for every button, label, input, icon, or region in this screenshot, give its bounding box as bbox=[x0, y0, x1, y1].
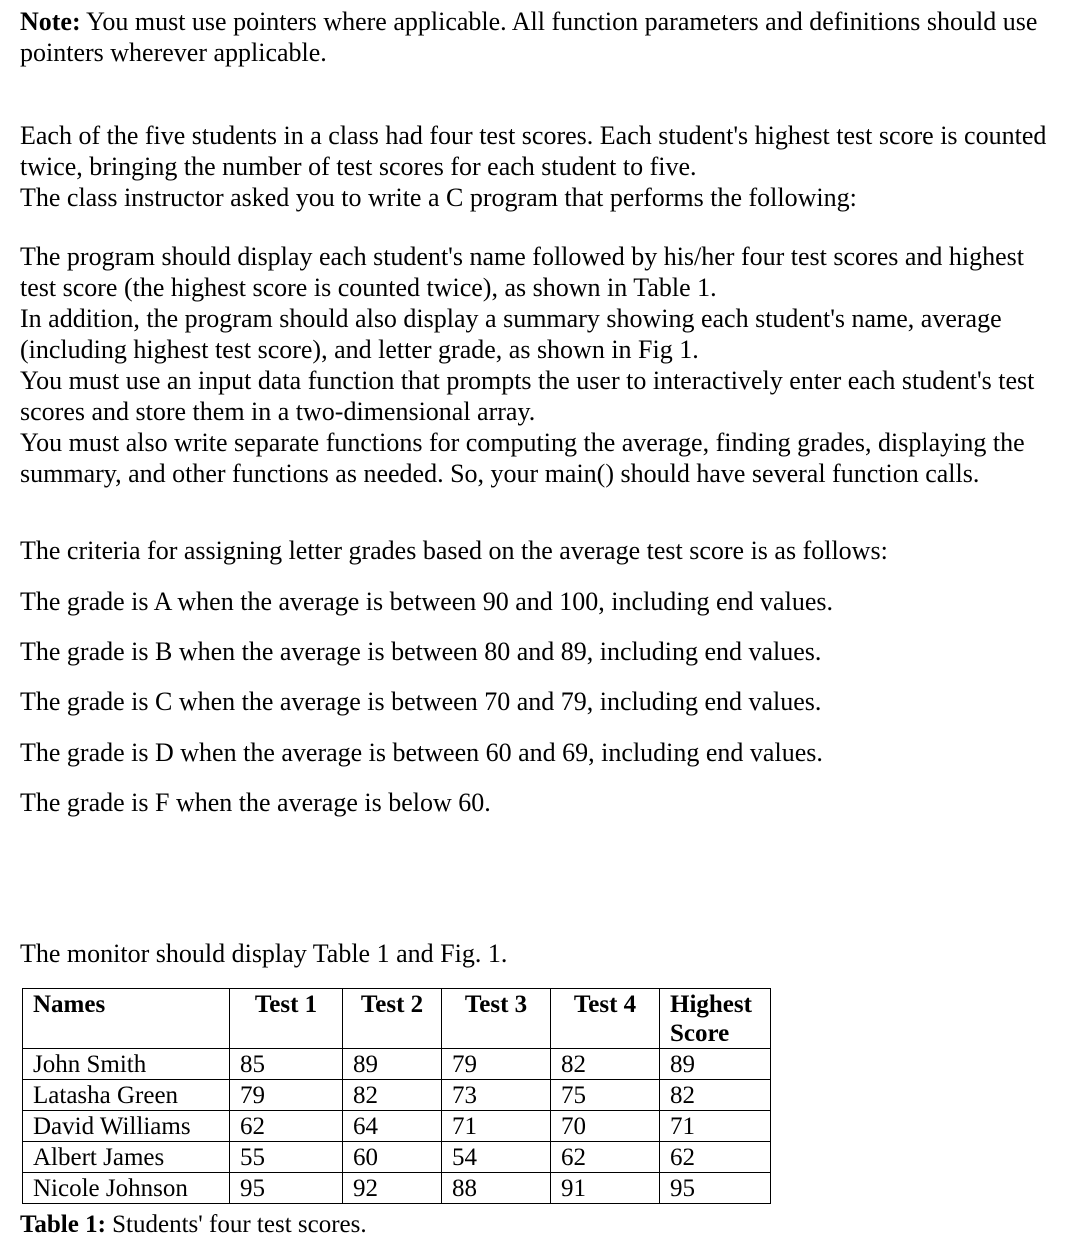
score-cell: 79 bbox=[442, 1049, 551, 1080]
criteria-grade-b: The grade is B when the average is between 80 and 89, including end values. bbox=[20, 637, 822, 666]
header-test-3: Test 3 bbox=[442, 989, 551, 1049]
scores-table bbox=[22, 988, 771, 1204]
score-cell: 60 bbox=[343, 1142, 442, 1173]
criteria-grade-d: The grade is D when the average is between 60 and 69, including end values. bbox=[20, 738, 823, 767]
table-caption bbox=[20, 1209, 367, 1240]
score-cell: 75 bbox=[551, 1080, 660, 1111]
criteria-grade-a: The grade is A when the average is between 90 and 100, including end values. bbox=[20, 587, 833, 616]
criteria-heading: The criteria for assigning letter grades based on the average test score is as follows: bbox=[20, 536, 888, 565]
score-cell: 71 bbox=[442, 1111, 551, 1142]
score-cell: 95 bbox=[660, 1173, 771, 1204]
table-header-row bbox=[23, 989, 771, 1049]
score-cell: 82 bbox=[551, 1049, 660, 1080]
score-cell: 82 bbox=[660, 1080, 771, 1111]
criteria-grade-c: The grade is C when the average is between 70 and 79, including end values. bbox=[20, 687, 822, 716]
score-cell: 54 bbox=[442, 1142, 551, 1173]
score-cell: 62 bbox=[660, 1142, 771, 1173]
student-name: Albert James bbox=[23, 1142, 230, 1173]
score-cell: 91 bbox=[551, 1173, 660, 1204]
header-test-2: Test 2 bbox=[343, 989, 442, 1049]
requirement-1: The program should display each student's name followed by his/her four test scores and highest test score (the highest score is counted twice), as shown in Table 1. bbox=[20, 242, 1025, 302]
score-cell: 82 bbox=[343, 1080, 442, 1111]
table-row bbox=[23, 1049, 771, 1080]
score-cell: 88 bbox=[442, 1173, 551, 1204]
table-row bbox=[23, 1080, 771, 1111]
intro-line-2: The class instructor asked you to write a C program that performs the following: bbox=[20, 183, 857, 212]
note-label: Note: bbox=[20, 7, 81, 36]
score-cell: 92 bbox=[343, 1173, 442, 1204]
score-cell: 64 bbox=[343, 1111, 442, 1142]
student-name: David Williams bbox=[23, 1111, 230, 1142]
header-highest-score: Highest Score bbox=[660, 989, 771, 1049]
requirements-paragraph bbox=[20, 241, 1065, 489]
header-test-1: Test 1 bbox=[230, 989, 343, 1049]
header-names: Names bbox=[23, 989, 230, 1049]
student-name: Latasha Green bbox=[23, 1080, 230, 1111]
student-name: John Smith bbox=[23, 1049, 230, 1080]
score-cell: 95 bbox=[230, 1173, 343, 1204]
table-row bbox=[23, 1142, 771, 1173]
intro-line-1: Each of the five students in a class had four test scores. Each student's highest test score is counted twice, bringing the number of test scores for each student to five. bbox=[20, 121, 1047, 181]
score-cell: 85 bbox=[230, 1049, 343, 1080]
requirement-4: You must also write separate functions for computing the average, finding grades, displaying the summary, and other functions as needed. So, your main() should have several function calls. bbox=[20, 428, 1025, 488]
requirement-2: In addition, the program should also display a summary showing each student's name, average (including highest test score), and letter grade, as shown in Fig 1. bbox=[20, 304, 1002, 364]
score-cell: 89 bbox=[343, 1049, 442, 1080]
table-row bbox=[23, 1111, 771, 1142]
student-name: Nicole Johnson bbox=[23, 1173, 230, 1204]
score-cell: 79 bbox=[230, 1080, 343, 1111]
note-text: You must use pointers where applicable. All function parameters and definitions should use pointers wherever applicable. bbox=[20, 7, 1038, 67]
score-cell: 62 bbox=[230, 1111, 343, 1142]
note-paragraph bbox=[20, 6, 1065, 68]
intro-paragraph bbox=[20, 120, 1065, 213]
criteria-grade-f: The grade is F when the average is below 60. bbox=[20, 788, 491, 817]
score-cell: 73 bbox=[442, 1080, 551, 1111]
score-cell: 71 bbox=[660, 1111, 771, 1142]
header-test-4: Test 4 bbox=[551, 989, 660, 1049]
requirement-3: You must use an input data function that prompts the user to interactively enter each student's test scores and store them in a two-dimensional array. bbox=[20, 366, 1035, 426]
caption-text: Students' four test scores. bbox=[105, 1211, 367, 1238]
score-cell: 62 bbox=[551, 1142, 660, 1173]
caption-label: Table 1: bbox=[20, 1211, 106, 1238]
score-cell: 55 bbox=[230, 1142, 343, 1173]
score-cell: 89 bbox=[660, 1049, 771, 1080]
score-cell: 70 bbox=[551, 1111, 660, 1142]
monitor-instruction: The monitor should display Table 1 and Fig. 1. bbox=[20, 939, 508, 968]
table-row bbox=[23, 1173, 771, 1204]
